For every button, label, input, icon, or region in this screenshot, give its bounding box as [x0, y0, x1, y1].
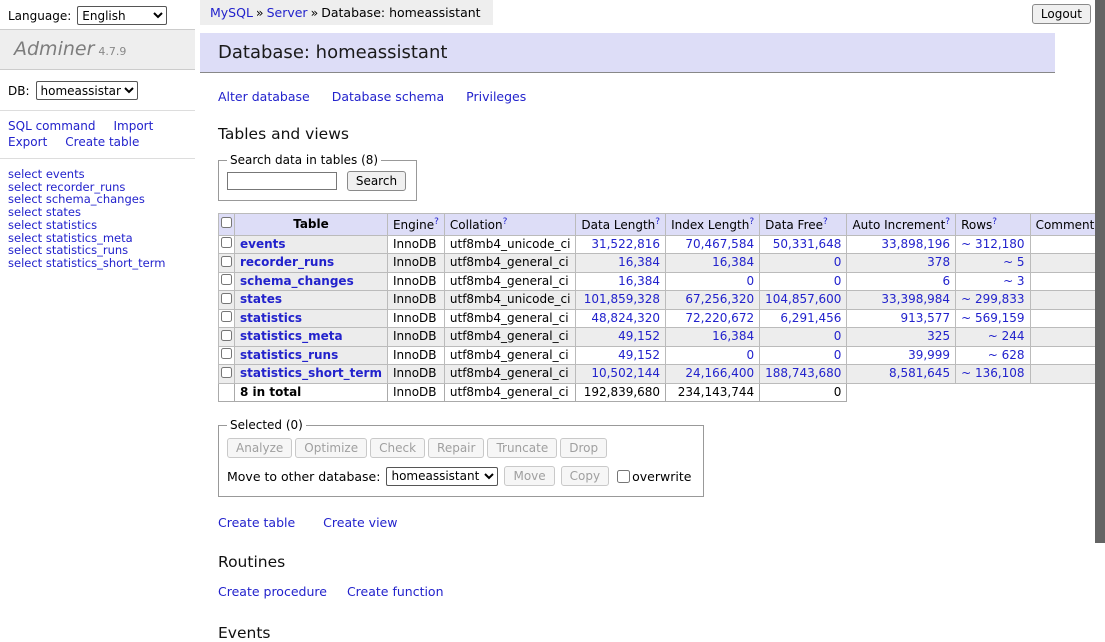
table-body [219, 235, 1105, 383]
row-checkbox[interactable] [221, 348, 232, 359]
index-length-cell: 0 [666, 346, 760, 365]
data-free-cell: 50,331,648 [760, 235, 847, 254]
move-buttons [498, 466, 609, 486]
main-area [195, 0, 1105, 642]
index-length-cell: 0 [666, 272, 760, 291]
table-link-statistics_short_term[interactable]: statistics_short_term [240, 366, 382, 380]
search-legend: Search data in tables (8) [230, 153, 379, 167]
link-alter-database[interactable]: Alter database [218, 89, 310, 104]
row-select-cell [219, 328, 235, 347]
breadcrumb-row [200, 0, 1105, 24]
footer-engine-cell: InnoDB [387, 383, 444, 402]
auto-increment-cell: 33,398,984 [847, 291, 956, 310]
sidebar-item-select-recorder_runs[interactable]: select recorder_runs [8, 179, 126, 194]
engine-cell: InnoDB [387, 235, 444, 254]
comment-cell [1030, 328, 1105, 347]
data-length-cell: 16,384 [576, 254, 666, 273]
table-row [219, 291, 1105, 310]
data-length-cell: 101,859,328 [576, 291, 666, 310]
row-select-cell [219, 309, 235, 328]
data-free-cell: 6,291,456 [760, 309, 847, 328]
breadcrumb-link-server[interactable]: Server [266, 5, 308, 20]
collation-cell: utf8mb4_general_ci [444, 328, 576, 347]
select-all-checkbox[interactable] [221, 217, 232, 228]
help-link[interactable]: ? [502, 217, 508, 227]
rows-cell: ~ 244 [956, 328, 1031, 347]
database-links [218, 89, 1105, 104]
column-header-data-free: Data Free? [760, 214, 847, 236]
row-checkbox[interactable] [221, 256, 232, 267]
routines-title: Routines [218, 553, 286, 571]
help-link[interactable]: ? [945, 217, 951, 227]
data-free-cell: 0 [760, 272, 847, 291]
row-checkbox[interactable] [221, 311, 232, 322]
collation-cell: utf8mb4_unicode_ci [444, 235, 576, 254]
auto-increment-cell: 325 [847, 328, 956, 347]
data-free-cell: 104,857,600 [760, 291, 847, 310]
footer-data-free-cell: 0 [760, 383, 847, 402]
comment-cell [1030, 235, 1105, 254]
comment-cell [1030, 309, 1105, 328]
brand-version: 4.7.9 [98, 45, 127, 58]
table-link-events[interactable]: events [240, 236, 286, 251]
sidebar-link-sql-command[interactable]: SQL command [8, 119, 96, 133]
table-name-cell [235, 254, 388, 273]
selected-fieldset [218, 418, 704, 497]
row-checkbox[interactable] [221, 367, 232, 378]
repair-button[interactable]: Repair [428, 438, 484, 458]
logout-button[interactable]: Logout [1032, 4, 1091, 24]
help-link[interactable]: ? [434, 217, 439, 227]
table-row [219, 328, 1105, 347]
table-link-states[interactable]: states [240, 292, 282, 306]
rows-cell: ~ 312,180 [956, 235, 1031, 254]
rows-cell: ~ 3 [956, 272, 1031, 291]
move-label: Move to other database: [227, 468, 381, 484]
index-length-cell: 24,166,400 [666, 365, 760, 384]
table-name-cell [235, 272, 388, 291]
tables-grid [218, 213, 1105, 402]
data-free-cell: 188,743,680 [760, 365, 847, 384]
db-select[interactable] [36, 81, 138, 100]
engine-cell: InnoDB [387, 254, 444, 273]
events-title: Events [218, 624, 271, 642]
db-label: DB: [8, 83, 30, 98]
adminer-brand [0, 29, 195, 70]
sidebar-links-row [8, 118, 195, 134]
table-row [219, 346, 1105, 365]
collation-cell: utf8mb4_general_ci [444, 309, 576, 328]
table-name-cell [235, 328, 388, 347]
link-database-schema[interactable]: Database schema [331, 89, 445, 104]
index-length-cell: 16,384 [666, 328, 760, 347]
data-length-cell: 49,152 [576, 346, 666, 365]
brand-name: Adminer [14, 38, 95, 60]
sidebar-item-select-statistics_meta[interactable]: select statistics_meta [8, 230, 133, 245]
data-free-cell: 0 [760, 328, 847, 347]
rows-cell: ~ 628 [956, 346, 1031, 365]
main-content [200, 89, 1105, 642]
move-button[interactable]: Move [504, 466, 554, 486]
column-header-data-length: Data Length? [576, 214, 666, 236]
search-fieldset [218, 153, 417, 201]
table-row [219, 309, 1105, 328]
table-row [219, 235, 1105, 254]
row-checkbox[interactable] [221, 274, 232, 285]
sidebar-table-links [0, 158, 195, 276]
table-link-recorder_runs[interactable]: recorder_runs [240, 255, 335, 269]
row-select-cell [219, 272, 235, 291]
truncate-button[interactable]: Truncate [487, 438, 557, 458]
footer-total-cell: 8 in total [235, 383, 388, 402]
tables-section-title: Tables and views [218, 125, 349, 143]
data-length-cell: 49,152 [576, 328, 666, 347]
breadcrumb-current: Database: homeassistant [321, 5, 481, 20]
auto-increment-cell: 913,577 [847, 309, 956, 328]
comment-cell [1030, 254, 1105, 273]
column-header-engine: Engine? [387, 214, 444, 236]
column-header-table: Table [235, 214, 388, 236]
page-title: Database: homeassistant [200, 33, 1055, 73]
data-free-cell: 0 [760, 254, 847, 273]
footer-collation-cell: utf8mb4_general_ci [444, 383, 576, 402]
index-length-cell: 16,384 [666, 254, 760, 273]
row-select-cell [219, 346, 235, 365]
breadcrumb-separator: » [310, 5, 319, 20]
rows-cell: ~ 136,108 [956, 365, 1031, 384]
sidebar [0, 0, 195, 642]
rows-cell: ~ 5 [956, 254, 1031, 273]
footer-data-length-cell: 192,839,680 [576, 383, 666, 402]
create-links [218, 515, 1105, 530]
sidebar-item-select-states[interactable]: select states [8, 205, 81, 220]
row-select-cell [219, 254, 235, 273]
column-header-comment: Comment [1030, 214, 1105, 236]
row-select-cell [219, 291, 235, 310]
auto-increment-cell: 33,898,196 [847, 235, 956, 254]
auto-increment-cell: 6 [847, 272, 956, 291]
link-create-table[interactable]: Create table [218, 515, 296, 530]
engine-cell: InnoDB [387, 272, 444, 291]
footer-index-length-cell: 234,143,744 [666, 383, 760, 402]
sidebar-links-row [8, 134, 195, 150]
db-select-row [0, 70, 195, 110]
sidebar-link-import[interactable]: Import [113, 119, 154, 133]
optimize-button[interactable]: Optimize [295, 438, 367, 458]
sidebar-item-select-statistics_short_term[interactable]: select statistics_short_term [8, 255, 166, 270]
data-free-cell: 0 [760, 346, 847, 365]
auto-increment-cell: 378 [847, 254, 956, 273]
help-link[interactable]: ? [823, 217, 828, 227]
sidebar-item-select-statistics_runs[interactable]: select statistics_runs [8, 243, 129, 258]
column-header-rows: Rows? [956, 214, 1031, 236]
table-name-cell [235, 235, 388, 254]
row-checkbox[interactable] [221, 330, 232, 341]
footer-empty-cell [219, 383, 235, 402]
drop-button[interactable]: Drop [560, 438, 607, 458]
table-link-statistics[interactable]: statistics [240, 310, 303, 325]
breadcrumb-link-mysql[interactable]: MySQL [210, 5, 253, 20]
move-row [227, 466, 691, 486]
index-length-cell: 72,220,672 [666, 309, 760, 328]
auto-increment-cell: 8,581,645 [847, 365, 956, 384]
column-header-index-length: Index Length? [666, 214, 760, 236]
vertical-scrollbar[interactable] [1095, 0, 1105, 543]
selected-legend: Selected (0) [230, 418, 303, 432]
analyze-button[interactable]: Analyze [227, 438, 292, 458]
overwrite-option[interactable] [617, 469, 691, 484]
move-db-select[interactable] [386, 467, 498, 486]
rows-cell: ~ 299,833 [956, 291, 1031, 310]
row-checkbox[interactable] [221, 237, 232, 248]
row-checkbox[interactable] [221, 293, 232, 304]
table-link-statistics_runs[interactable]: statistics_runs [240, 347, 339, 362]
sidebar-action-links [0, 110, 195, 158]
table-link-schema_changes[interactable]: schema_changes [240, 273, 354, 288]
comment-cell [1030, 272, 1105, 291]
selected-action-buttons [227, 438, 691, 458]
auto-increment-cell: 39,999 [847, 346, 956, 365]
search-input[interactable] [227, 172, 337, 190]
sidebar-item-select-events[interactable]: select events [8, 167, 85, 181]
check-button[interactable]: Check [370, 438, 425, 458]
table-name-cell [235, 346, 388, 365]
comment-cell [1030, 291, 1105, 310]
comment-cell [1030, 346, 1105, 365]
help-link[interactable]: ? [749, 217, 755, 227]
engine-cell: InnoDB [387, 365, 444, 384]
overwrite-label: overwrite [632, 468, 692, 484]
rows-cell: ~ 569,159 [956, 309, 1031, 328]
sidebar-item-select-schema_changes[interactable]: select schema_changes [8, 192, 145, 207]
index-length-cell: 70,467,584 [666, 235, 760, 254]
sidebar-link-create-table[interactable]: Create table [65, 135, 140, 149]
column-header-auto-increment: Auto Increment? [847, 214, 956, 236]
collation-cell: utf8mb4_general_ci [444, 365, 576, 384]
search-button[interactable]: Search [347, 171, 406, 191]
table-name-cell [235, 291, 388, 310]
help-link[interactable]: ? [655, 217, 661, 227]
collation-cell: utf8mb4_general_ci [444, 272, 576, 291]
select-all-cell [219, 214, 235, 236]
breadcrumb-separator: » [255, 5, 264, 20]
breadcrumb [200, 0, 493, 25]
data-length-cell: 31,522,816 [576, 235, 666, 254]
engine-cell: InnoDB [387, 291, 444, 310]
table-header-row [219, 214, 1105, 236]
index-length-cell: 67,256,320 [666, 291, 760, 310]
language-row [0, 0, 195, 29]
row-select-cell [219, 365, 235, 384]
sidebar-item-select-statistics[interactable]: select statistics [8, 217, 98, 232]
engine-cell: InnoDB [387, 309, 444, 328]
language-select[interactable] [77, 6, 167, 25]
table-name-cell [235, 365, 388, 384]
routines-links [218, 584, 1105, 599]
link-create-function[interactable]: Create function [346, 584, 444, 599]
copy-button[interactable]: Copy [561, 466, 609, 486]
language-label: Language: [8, 8, 72, 23]
link-create-view[interactable]: Create view [323, 515, 398, 530]
overwrite-checkbox[interactable] [617, 470, 630, 483]
engine-cell: InnoDB [387, 328, 444, 347]
table-row [219, 272, 1105, 291]
collation-cell: utf8mb4_general_ci [444, 254, 576, 273]
link-create-procedure[interactable]: Create procedure [218, 584, 327, 599]
table-name-cell [235, 309, 388, 328]
comment-cell [1030, 365, 1105, 384]
data-length-cell: 10,502,144 [576, 365, 666, 384]
table-row [219, 365, 1105, 384]
table-link-statistics_meta[interactable]: statistics_meta [240, 329, 343, 343]
collation-cell: utf8mb4_unicode_ci [444, 291, 576, 310]
data-length-cell: 16,384 [576, 272, 666, 291]
sidebar-link-export[interactable]: Export [8, 135, 48, 149]
row-select-cell [219, 235, 235, 254]
table-row [219, 254, 1105, 273]
table-footer-row [219, 383, 1105, 402]
link-privileges[interactable]: Privileges [466, 89, 527, 104]
engine-cell: InnoDB [387, 346, 444, 365]
help-link[interactable]: ? [992, 217, 998, 227]
collation-cell: utf8mb4_general_ci [444, 346, 576, 365]
column-header-collation: Collation? [444, 214, 576, 236]
data-length-cell: 48,824,320 [576, 309, 666, 328]
